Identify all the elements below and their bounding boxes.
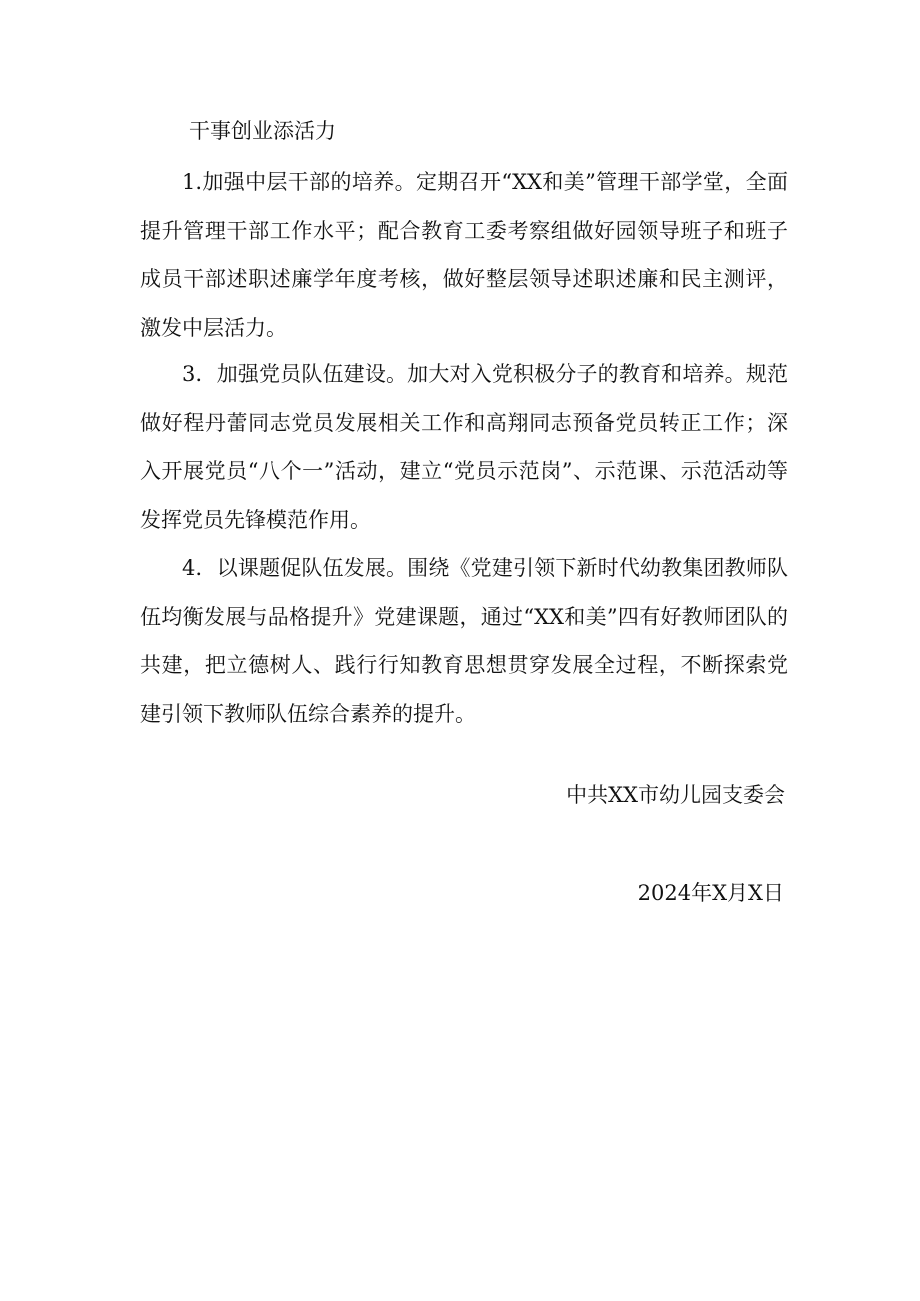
- section-heading: 干事创业添活力: [189, 119, 336, 143]
- paragraph-cadre-training: 1.加强中层干部的培养。定期召开“XX和美”管理干部学堂，全面提升管理干部工作水平；配合教育工委考察组做好园领导班子和班子成员干部述职述廉学年度考核，做好整层领导述职述廉和民主测评，激发中层活力。: [140, 170, 788, 340]
- paragraph-party-member-team: 3．加强党员队伍建设。加大对入党积极分子的教育和培养。规范做好程丹蕾同志党员发展相关工作和高翔同志预备党员转正工作；深入开展党员“八个一”活动，建立“党员示范岗”、示范课、示范活动等发挥党员先锋模范作用。: [140, 362, 788, 532]
- issuer-signature: 中共XX市幼儿园支委会: [566, 783, 785, 807]
- paragraph-research-project: 4．以课题促队伍发展。围绕《党建引领下新时代幼教集团教师队伍均衡发展与品格提升》党建课题，通过“XX和美”四有好教师团队的共建，把立德树人、践行行知教育思想贯穿发展全过程，不断探索党建引领下教师队伍综合素养的提升。: [140, 556, 788, 726]
- issue-date: 2024年X月X日: [637, 881, 784, 905]
